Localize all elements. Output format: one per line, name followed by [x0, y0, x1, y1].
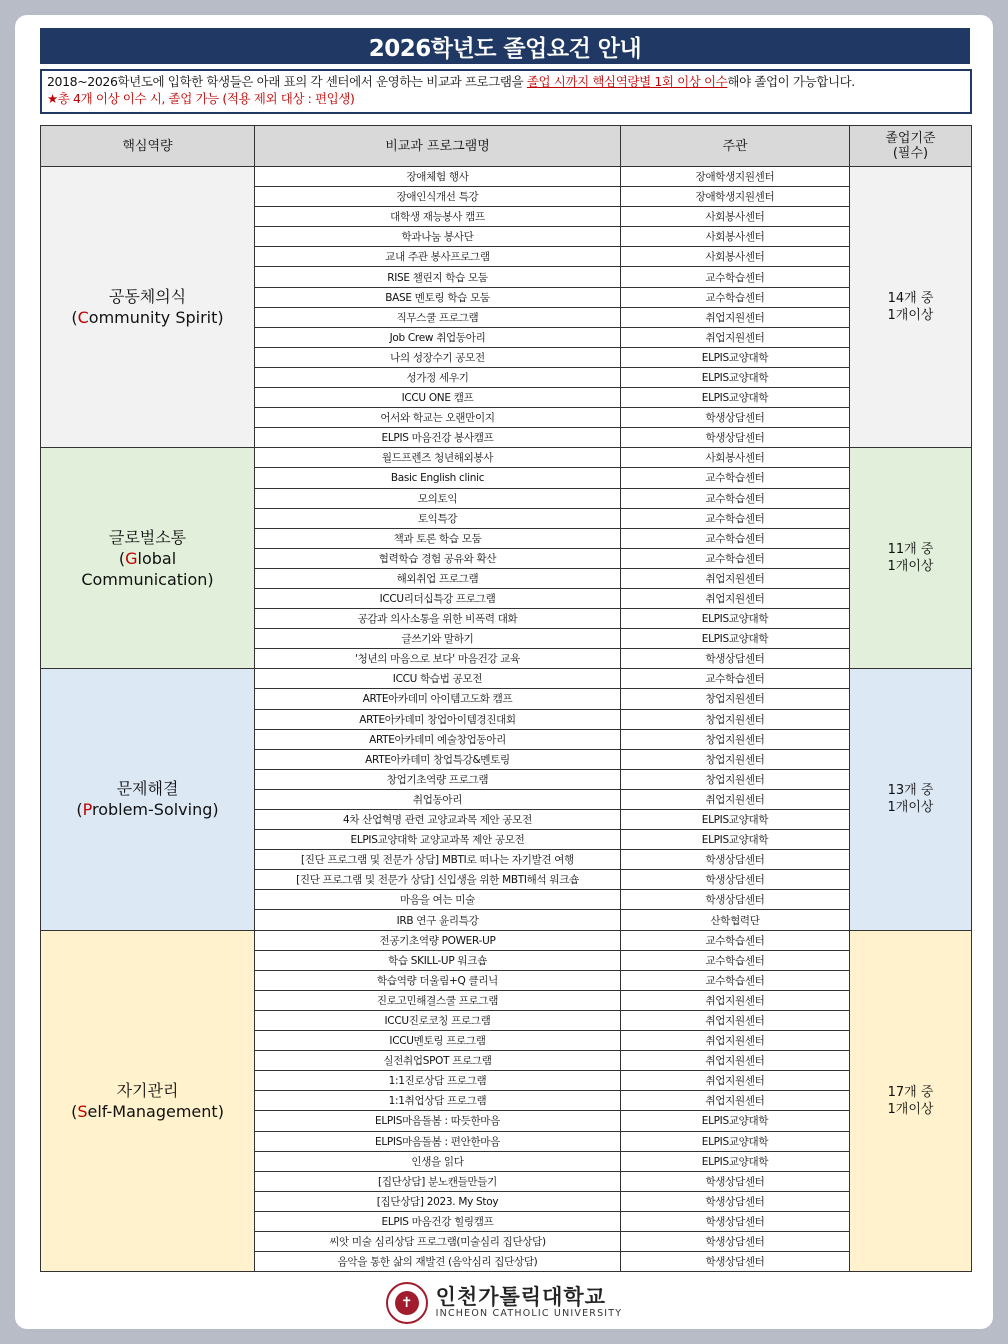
host-cell: 취업지원센터 — [621, 327, 850, 347]
header-competency: 핵심역량 — [41, 126, 255, 167]
host-cell: 창업지원센터 — [621, 689, 850, 709]
program-name-cell: 협력학습 경험 공유와 확산 — [255, 548, 621, 568]
program-name-cell: 대학생 재능봉사 캠프 — [255, 207, 621, 227]
host-cell: ELPIS교양대학 — [621, 1151, 850, 1171]
requirement-min: 1개이상 — [887, 308, 934, 324]
host-cell: 사회봉사센터 — [621, 227, 850, 247]
page-title: 2026학년도 졸업요건 안내 — [40, 28, 970, 64]
host-cell: 창업지원센터 — [621, 729, 850, 749]
host-cell: 학생상담센터 — [621, 1231, 850, 1251]
university-logo — [386, 1282, 623, 1324]
host-cell: 산학협력단 — [621, 910, 850, 930]
program-name-cell: RISE 챌린지 학습 모둠 — [255, 267, 621, 287]
program-name-cell: 씨앗 미술 심리상담 프로그램(미술심리 집단상담) — [255, 1231, 621, 1251]
program-name-cell: 학습역량 더울림+Q 클리닉 — [255, 970, 621, 990]
program-name-cell: 직무스쿨 프로그램 — [255, 307, 621, 327]
host-cell: 교수학습센터 — [621, 548, 850, 568]
program-name-cell: 해외취업 프로그램 — [255, 568, 621, 588]
requirement-min: 1개이상 — [887, 1101, 934, 1117]
program-name-cell: Job Crew 취업동아리 — [255, 327, 621, 347]
host-cell: ELPIS교양대학 — [621, 388, 850, 408]
program-name-cell: ELPIS마음돌봄 : 편안한마음 — [255, 1131, 621, 1151]
notice-text: 2018~2026학년도에 입학한 학생들은 아래 표의 각 센터에서 운영하는 비교과 프로그램을 — [47, 74, 527, 89]
host-cell: 취업지원센터 — [621, 588, 850, 608]
host-cell: ELPIS교양대학 — [621, 367, 850, 387]
host-cell: 교수학습센터 — [621, 287, 850, 307]
program-name-cell: 학과나눔 봉사단 — [255, 227, 621, 247]
host-cell: 취업지원센터 — [621, 990, 850, 1010]
host-cell: 교수학습센터 — [621, 267, 850, 287]
requirement-count: 14개 중 — [887, 291, 934, 307]
host-cell: 교수학습센터 — [621, 528, 850, 548]
host-cell: 취업지원센터 — [621, 307, 850, 327]
requirement-count: 17개 중 — [887, 1084, 934, 1100]
program-name-cell: 월드프렌즈 청년해외봉사 — [255, 448, 621, 468]
competency-name-ko: 문제해결 — [116, 779, 179, 799]
requirements-table — [40, 125, 972, 1272]
program-name-cell: ELPIS 마음건강 봉사캠프 — [255, 428, 621, 448]
university-name-en: INCHEON CATHOLIC UNIVERSITY — [435, 1308, 623, 1319]
program-name-cell: 음악을 통한 삶의 재발견 (음악심리 집단상담) — [255, 1252, 621, 1272]
competency-name-en-line-2: Communication) — [81, 569, 214, 589]
program-name-cell: 장애인식개선 특강 — [255, 187, 621, 207]
host-cell: 교수학습센터 — [621, 950, 850, 970]
competency-cell-global — [41, 448, 255, 669]
host-cell: ELPIS교양대학 — [621, 810, 850, 830]
host-cell: 사회봉사센터 — [621, 247, 850, 267]
program-name-cell: ICCU 학습법 공모전 — [255, 669, 621, 689]
host-cell: 사회봉사센터 — [621, 207, 850, 227]
program-name-cell: 장애체험 행사 — [255, 167, 621, 187]
host-cell: 창업지원센터 — [621, 709, 850, 729]
competency-name-en: (Community Spirit) — [71, 308, 224, 328]
program-name-cell: 1:1취업상담 프로그램 — [255, 1091, 621, 1111]
host-cell: 교수학습센터 — [621, 488, 850, 508]
table-body — [41, 167, 972, 1272]
competency-cell-community — [41, 167, 255, 448]
header-program: 비교과 프로그램명 — [255, 126, 621, 167]
competency-name-en: (Problem-Solving) — [76, 800, 219, 820]
table-row — [41, 930, 972, 950]
program-name-cell: [진단 프로그램 및 전문가 상담] MBTI로 떠나는 자기발견 여행 — [255, 850, 621, 870]
program-name-cell: '청년의 마음으로 보다' 마음건강 교육 — [255, 649, 621, 669]
host-cell: 학생상담센터 — [621, 870, 850, 890]
program-name-cell: ICCU ONE 캠프 — [255, 388, 621, 408]
program-name-cell: 1:1진로상담 프로그램 — [255, 1071, 621, 1091]
host-cell: 취업지원센터 — [621, 568, 850, 588]
host-cell: 취업지원센터 — [621, 1091, 850, 1111]
host-cell: ELPIS교양대학 — [621, 1131, 850, 1151]
host-cell: 창업지원센터 — [621, 749, 850, 769]
notice-line-1 — [47, 73, 965, 90]
program-name-cell: [집단상담] 분노캔들만들기 — [255, 1171, 621, 1191]
table-row — [41, 669, 972, 689]
host-cell: 학생상담센터 — [621, 850, 850, 870]
host-cell: ELPIS교양대학 — [621, 347, 850, 367]
host-cell: 학생상담센터 — [621, 1171, 850, 1191]
program-name-cell: ARTE아카데미 창업특강&멘토링 — [255, 749, 621, 769]
program-name-cell: 인생을 읽다 — [255, 1151, 621, 1171]
host-cell: ELPIS교양대학 — [621, 609, 850, 629]
competency-name-ko: 공동체의식 — [108, 287, 187, 307]
host-cell: 학생상담센터 — [621, 1191, 850, 1211]
university-seal-icon: ✝ — [386, 1282, 428, 1324]
program-name-cell: ARTE아카데미 창업아이템경진대회 — [255, 709, 621, 729]
program-name-cell: IRB 연구 윤리특강 — [255, 910, 621, 930]
program-name-cell: 모의토익 — [255, 488, 621, 508]
notice-box — [40, 69, 972, 114]
program-name-cell: 어서와 학교는 오랜만이지 — [255, 408, 621, 428]
program-name-cell: 취업동아리 — [255, 789, 621, 809]
program-name-cell: 토익특강 — [255, 508, 621, 528]
notice-line-2: ★총 4개 이상 이수 시, 졸업 가능 (적용 제외 대상 : 편입생) — [47, 91, 355, 106]
program-name-cell: ARTE아카데미 아이템고도화 캠프 — [255, 689, 621, 709]
table-row — [41, 448, 972, 468]
program-name-cell: [진단 프로그램 및 전문가 상담] 신입생을 위한 MBTI해석 워크숍 — [255, 870, 621, 890]
competency-name-en: (Global — [118, 548, 177, 568]
table-header-row — [41, 126, 972, 167]
program-name-cell: ELPIS교양대학 교양교과목 제안 공모전 — [255, 830, 621, 850]
host-cell: 취업지원센터 — [621, 1071, 850, 1091]
host-cell: 창업지원센터 — [621, 769, 850, 789]
host-cell: 학생상담센터 — [621, 408, 850, 428]
program-name-cell: ARTE아카데미 예술창업동아리 — [255, 729, 621, 749]
host-cell: ELPIS교양대학 — [621, 830, 850, 850]
host-cell: 교수학습센터 — [621, 930, 850, 950]
notice-text-end: 해야 졸업이 가능합니다. — [727, 74, 855, 89]
table-row — [41, 167, 972, 187]
program-name-cell: 마음을 여는 미술 — [255, 890, 621, 910]
host-cell: ELPIS교양대학 — [621, 1111, 850, 1131]
program-name-cell: ELPIS마음돌봄 : 따듯한마음 — [255, 1111, 621, 1131]
competency-name-ko: 글로벌소통 — [108, 527, 187, 547]
program-name-cell: 나의 성장수기 공모전 — [255, 347, 621, 367]
requirement-cell-self — [850, 930, 972, 1272]
program-name-cell: 글쓰기와 말하기 — [255, 629, 621, 649]
footer — [15, 1280, 993, 1325]
program-name-cell: 전공기초역량 POWER-UP — [255, 930, 621, 950]
header-host: 주관 — [621, 126, 850, 167]
program-name-cell: ELPIS 마음건강 힐링캠프 — [255, 1211, 621, 1231]
host-cell: 교수학습센터 — [621, 970, 850, 990]
host-cell: 학생상담센터 — [621, 649, 850, 669]
host-cell: 학생상담센터 — [621, 1252, 850, 1272]
requirement-cell-problem — [850, 669, 972, 930]
host-cell: 사회봉사센터 — [621, 448, 850, 468]
program-name-cell: ICCU진로코칭 프로그램 — [255, 1010, 621, 1030]
header-requirement-line-2: (필수) — [892, 146, 929, 161]
program-name-cell: 공감과 의사소통을 위한 비폭력 대화 — [255, 609, 621, 629]
program-name-cell: Basic English clinic — [255, 468, 621, 488]
document-sheet — [15, 15, 993, 1329]
program-name-cell: ICCU멘토링 프로그램 — [255, 1031, 621, 1051]
program-name-cell: [집단상담] 2023. My Stoy — [255, 1191, 621, 1211]
header-requirement — [850, 126, 972, 167]
host-cell: 취업지원센터 — [621, 1051, 850, 1071]
host-cell: 교수학습센터 — [621, 508, 850, 528]
program-name-cell: 책과 토론 학습 모둠 — [255, 528, 621, 548]
requirement-min: 1개이상 — [887, 800, 934, 816]
requirement-count: 13개 중 — [887, 783, 934, 799]
requirement-cell-community — [850, 167, 972, 448]
university-name — [436, 1286, 623, 1319]
program-name-cell: 학습 SKILL-UP 워크숍 — [255, 950, 621, 970]
university-name-ko: 인천가톨릭대학교 — [435, 1285, 606, 1309]
competency-cell-self — [41, 930, 255, 1272]
host-cell: 장애학생지원센터 — [621, 167, 850, 187]
host-cell: 교수학습센터 — [621, 669, 850, 689]
notice-highlight: 졸업 시까지 핵심역량별 1회 이상 이수 — [526, 74, 728, 89]
program-name-cell: BASE 멘토링 학습 모둠 — [255, 287, 621, 307]
host-cell: 취업지원센터 — [621, 789, 850, 809]
host-cell: ELPIS교양대학 — [621, 629, 850, 649]
requirement-cell-global — [850, 448, 972, 669]
competency-cell-problem — [41, 669, 255, 930]
host-cell: 학생상담센터 — [621, 428, 850, 448]
requirement-min: 1개이상 — [887, 559, 934, 575]
competency-name-en: (Self-Management) — [71, 1101, 224, 1121]
requirement-count: 11개 중 — [887, 542, 934, 558]
program-name-cell: 4차 산업혁명 관련 교양교과목 제안 공모전 — [255, 810, 621, 830]
host-cell: 취업지원센터 — [621, 1031, 850, 1051]
host-cell: 학생상담센터 — [621, 1211, 850, 1231]
program-name-cell: 성가정 세우기 — [255, 367, 621, 387]
host-cell: 학생상담센터 — [621, 890, 850, 910]
host-cell: 취업지원센터 — [621, 1010, 850, 1030]
host-cell: 교수학습센터 — [621, 468, 850, 488]
program-name-cell: 실전취업SPOT 프로그램 — [255, 1051, 621, 1071]
program-name-cell: 창업기초역량 프로그램 — [255, 769, 621, 789]
program-name-cell: 교내 주관 봉사프로그램 — [255, 247, 621, 267]
host-cell: 장애학생지원센터 — [621, 187, 850, 207]
header-requirement-line-1: 졸업기준 — [885, 131, 936, 146]
program-name-cell: 진로고민해결스쿨 프로그램 — [255, 990, 621, 1010]
program-name-cell: ICCU리더십특강 프로그램 — [255, 588, 621, 608]
competency-name-ko: 자기관리 — [116, 1080, 179, 1100]
